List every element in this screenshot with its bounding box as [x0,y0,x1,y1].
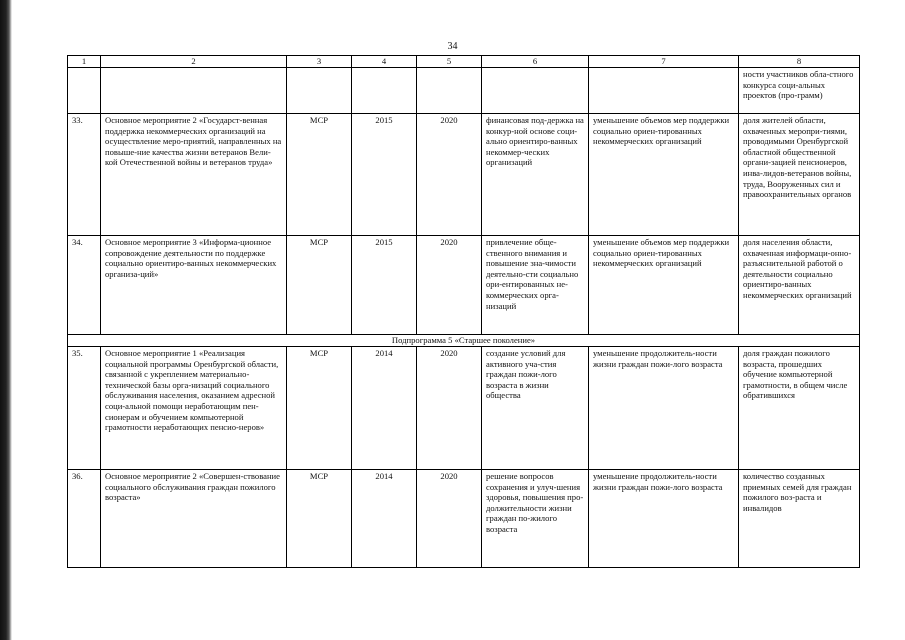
expected-result-cell: привлечение обще-ственного внимания и повышение зна-чимости деятельно-сти социально ори-ентированных не-коммерческих орга-низаций [482,236,589,335]
end-year-cell: 2020 [417,236,482,335]
row-number: 35. [68,347,101,470]
indicator-cell: доля граждан пожилого возраста, прошедших обучение компьютерной грамотности, в общем числе обратившихся [739,347,860,470]
consequences-cell: уменьшение продолжитель-ности жизни граждан пожи-лого возраста [589,347,739,470]
measure-name: Основное мероприятие 2 «Совершен-ствование социального обслуживания граждан пожилого возраста» [101,470,287,568]
column-header: 2 [101,56,287,68]
start-year-cell: 2015 [352,114,417,236]
column-header: 3 [287,56,352,68]
expected-result-cell: решение вопросов сохранения и улуч-шения здоровья, повышения про-должительности жизни граждан по-жилого возраста [482,470,589,568]
start-year-cell: 2015 [352,236,417,335]
column-header: 1 [68,56,101,68]
column-header: 7 [589,56,739,68]
executor-cell: МСР [287,236,352,335]
subprogram-title: Подпрограмма 5 «Старшее поколение» [68,335,860,347]
expected-result-cell: создание условий для активного уча-стия граждан пожи-лого возраста в жизни общества [482,347,589,470]
indicator-cell: количество созданных приемных семей для граждан пожилого воз-раста и инвалидов [739,470,860,568]
row-number: 34. [68,236,101,335]
consequences-cell: уменьшение продолжитель-ности жизни граждан пожи-лого возраста [589,470,739,568]
column-number-row [68,56,860,68]
executor-cell: МСР [287,347,352,470]
column-header: 4 [352,56,417,68]
consequences-cell: уменьшение объемов мер поддержки социально ориен-тированных некоммерческих организаций [589,236,739,335]
table-row [68,236,860,335]
end-year-cell: 2020 [417,470,482,568]
row-number: 33. [68,114,101,236]
indicator-cell: доля жителей области, охваченных меропри-тиями, проводимыми Оренбургской областной общественной органи-зацией пенсионеров, инва-лидов-ветеранов войны, труда, Вооруженных сил и правоохранительных органов [739,114,860,236]
measure-name: Основное мероприятие 2 «Государст-венная поддержка некоммерческих организаций на осуществление меро-приятий, направленных на повыше-ние качества жизни ветеранов Вели-кой Отечественной войны и ветеранов труда» [101,114,287,236]
column-header: 5 [417,56,482,68]
subprogram-heading-row [68,335,860,347]
table-row [68,347,860,470]
start-year-cell: 2014 [352,470,417,568]
consequences-cell: уменьшение объемов мер поддержки социально ориен-тированных некоммерческих организаций [589,114,739,236]
executor-cell: МСР [287,114,352,236]
expected-result-cell: финансовая под-держка на конкур-ной основе соци-ально ориентиро-ванных некоммер-ческих организаций [482,114,589,236]
continuation-row [68,68,860,114]
table-row [68,470,860,568]
column-header: 8 [739,56,860,68]
indicator-cell: ности участников обла-стного конкурса соци-альных проектов (про-грамм) [739,68,860,114]
measures-table [67,55,860,568]
row-number: 36. [68,470,101,568]
executor-cell: МСР [287,470,352,568]
table-row [68,114,860,236]
scan-border-edge [0,0,12,640]
indicator-cell: доля населения области, охваченная информаци-онно-разъяснительной работой о деятельности социально ориентиро-ванных некоммерческих организаций [739,236,860,335]
page-number: 34 [447,41,458,52]
end-year-cell: 2020 [417,114,482,236]
column-header: 6 [482,56,589,68]
measure-name: Основное мероприятие 1 «Реализация социальной программы Оренбургской области, связанной с укреплением материально-технической базы орга-низаций социального обслуживания населения, оказанием адресной соци-альной помощи неработающим пен-сионерам и обучением компьютерной грамотности неработающих пенсио-неров» [101,347,287,470]
measure-name: Основное мероприятие 3 «Информа-ционное сопровождение деятельности по поддержке социально ориентиро-ванных некоммерческих организа-ций» [101,236,287,335]
start-year-cell: 2014 [352,347,417,470]
end-year-cell: 2020 [417,347,482,470]
